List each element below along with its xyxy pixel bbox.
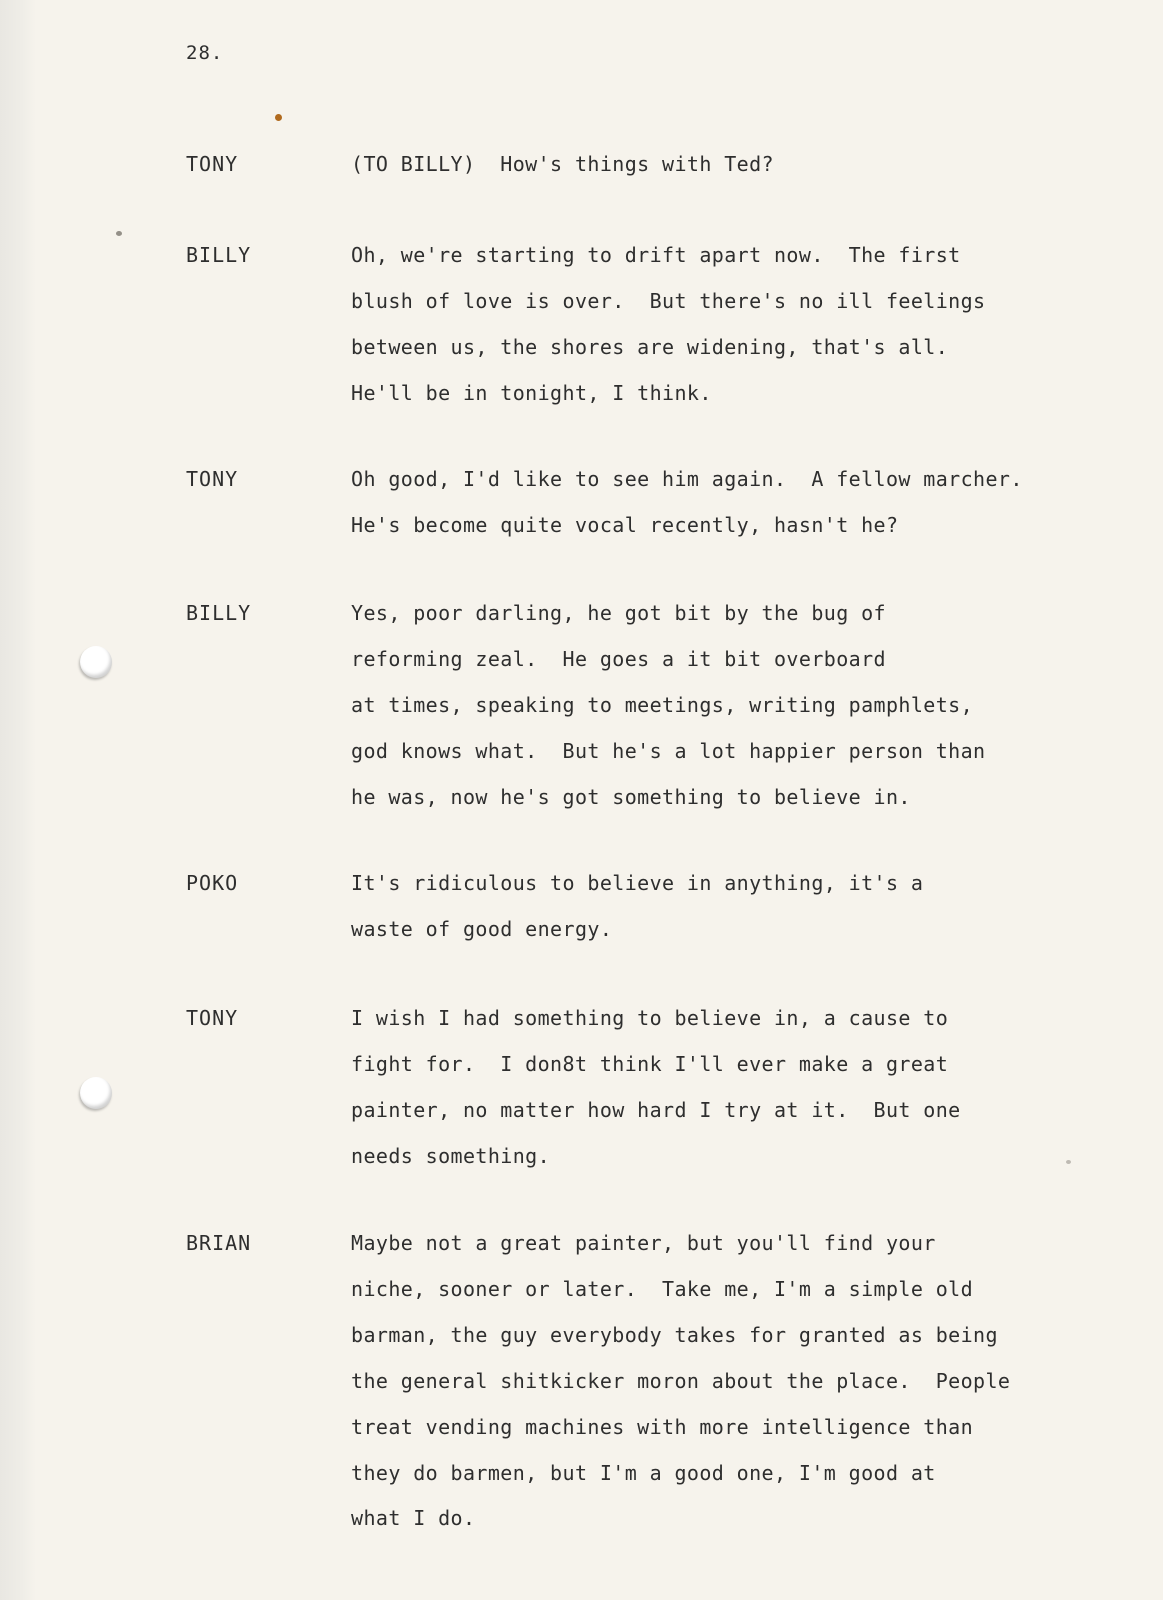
speaker-name: TONY bbox=[186, 1006, 239, 1030]
punch-hole-upper bbox=[80, 646, 112, 678]
ink-speck bbox=[1066, 1160, 1071, 1164]
dialogue-line: barman, the guy everybody takes for granted as being bbox=[351, 1323, 998, 1347]
speaker-name: BILLY bbox=[186, 601, 252, 625]
dialogue-line: god knows what. But he's a lot happier person than bbox=[351, 739, 986, 763]
ink-speck bbox=[116, 231, 122, 236]
speaker-name: TONY bbox=[186, 152, 239, 176]
ink-dot bbox=[275, 114, 282, 121]
dialogue-line: niche, sooner or later. Take me, I'm a simple old bbox=[351, 1277, 974, 1301]
dialogue-line: It's ridiculous to believe in anything, it's a bbox=[351, 871, 924, 895]
dialogue-line: waste of good energy. bbox=[351, 917, 613, 941]
speaker-name: BILLY bbox=[186, 243, 252, 267]
speaker-name: BRIAN bbox=[186, 1231, 252, 1255]
page-number: 28. bbox=[186, 42, 224, 64]
dialogue-line: what I do. bbox=[351, 1506, 476, 1530]
dialogue-line: he was, now he's got something to believe in. bbox=[351, 785, 911, 809]
dialogue-line: between us, the shores are widening, that's all. bbox=[351, 335, 949, 359]
speaker-name: TONY bbox=[186, 467, 239, 491]
dialogue-line: painter, no matter how hard I try at it. But one bbox=[351, 1098, 961, 1122]
punch-hole-lower bbox=[80, 1077, 112, 1109]
dialogue-line: (TO BILLY) How's things with Ted? bbox=[351, 152, 774, 176]
dialogue-line: the general shitkicker moron about the place. People bbox=[351, 1369, 1011, 1393]
dialogue-line: Yes, poor darling, he got bit by the bug of bbox=[351, 601, 886, 625]
dialogue-line: Oh, we're starting to drift apart now. The first bbox=[351, 243, 961, 267]
dialogue-line: treat vending machines with more intelligence than bbox=[351, 1415, 974, 1439]
dialogue-line: blush of love is over. But there's no ill feelings bbox=[351, 289, 986, 313]
speaker-name: POKO bbox=[186, 871, 239, 895]
dialogue-line: fight for. I don8t think I'll ever make a great bbox=[351, 1052, 949, 1076]
paper-edge bbox=[0, 0, 36, 1600]
dialogue-line: He's become quite vocal recently, hasn't he? bbox=[351, 513, 899, 537]
dialogue-line: He'll be in tonight, I think. bbox=[351, 381, 712, 405]
dialogue-line: Oh good, I'd like to see him again. A fellow marcher. bbox=[351, 467, 1023, 491]
dialogue-line: reforming zeal. He goes a it bit overboard bbox=[351, 647, 886, 671]
dialogue-line: Maybe not a great painter, but you'll find your bbox=[351, 1231, 936, 1255]
dialogue-line: they do barmen, but I'm a good one, I'm good at bbox=[351, 1461, 936, 1485]
dialogue-line: at times, speaking to meetings, writing pamphlets, bbox=[351, 693, 974, 717]
dialogue-line: I wish I had something to believe in, a cause to bbox=[351, 1006, 949, 1030]
dialogue-line: needs something. bbox=[351, 1144, 551, 1168]
